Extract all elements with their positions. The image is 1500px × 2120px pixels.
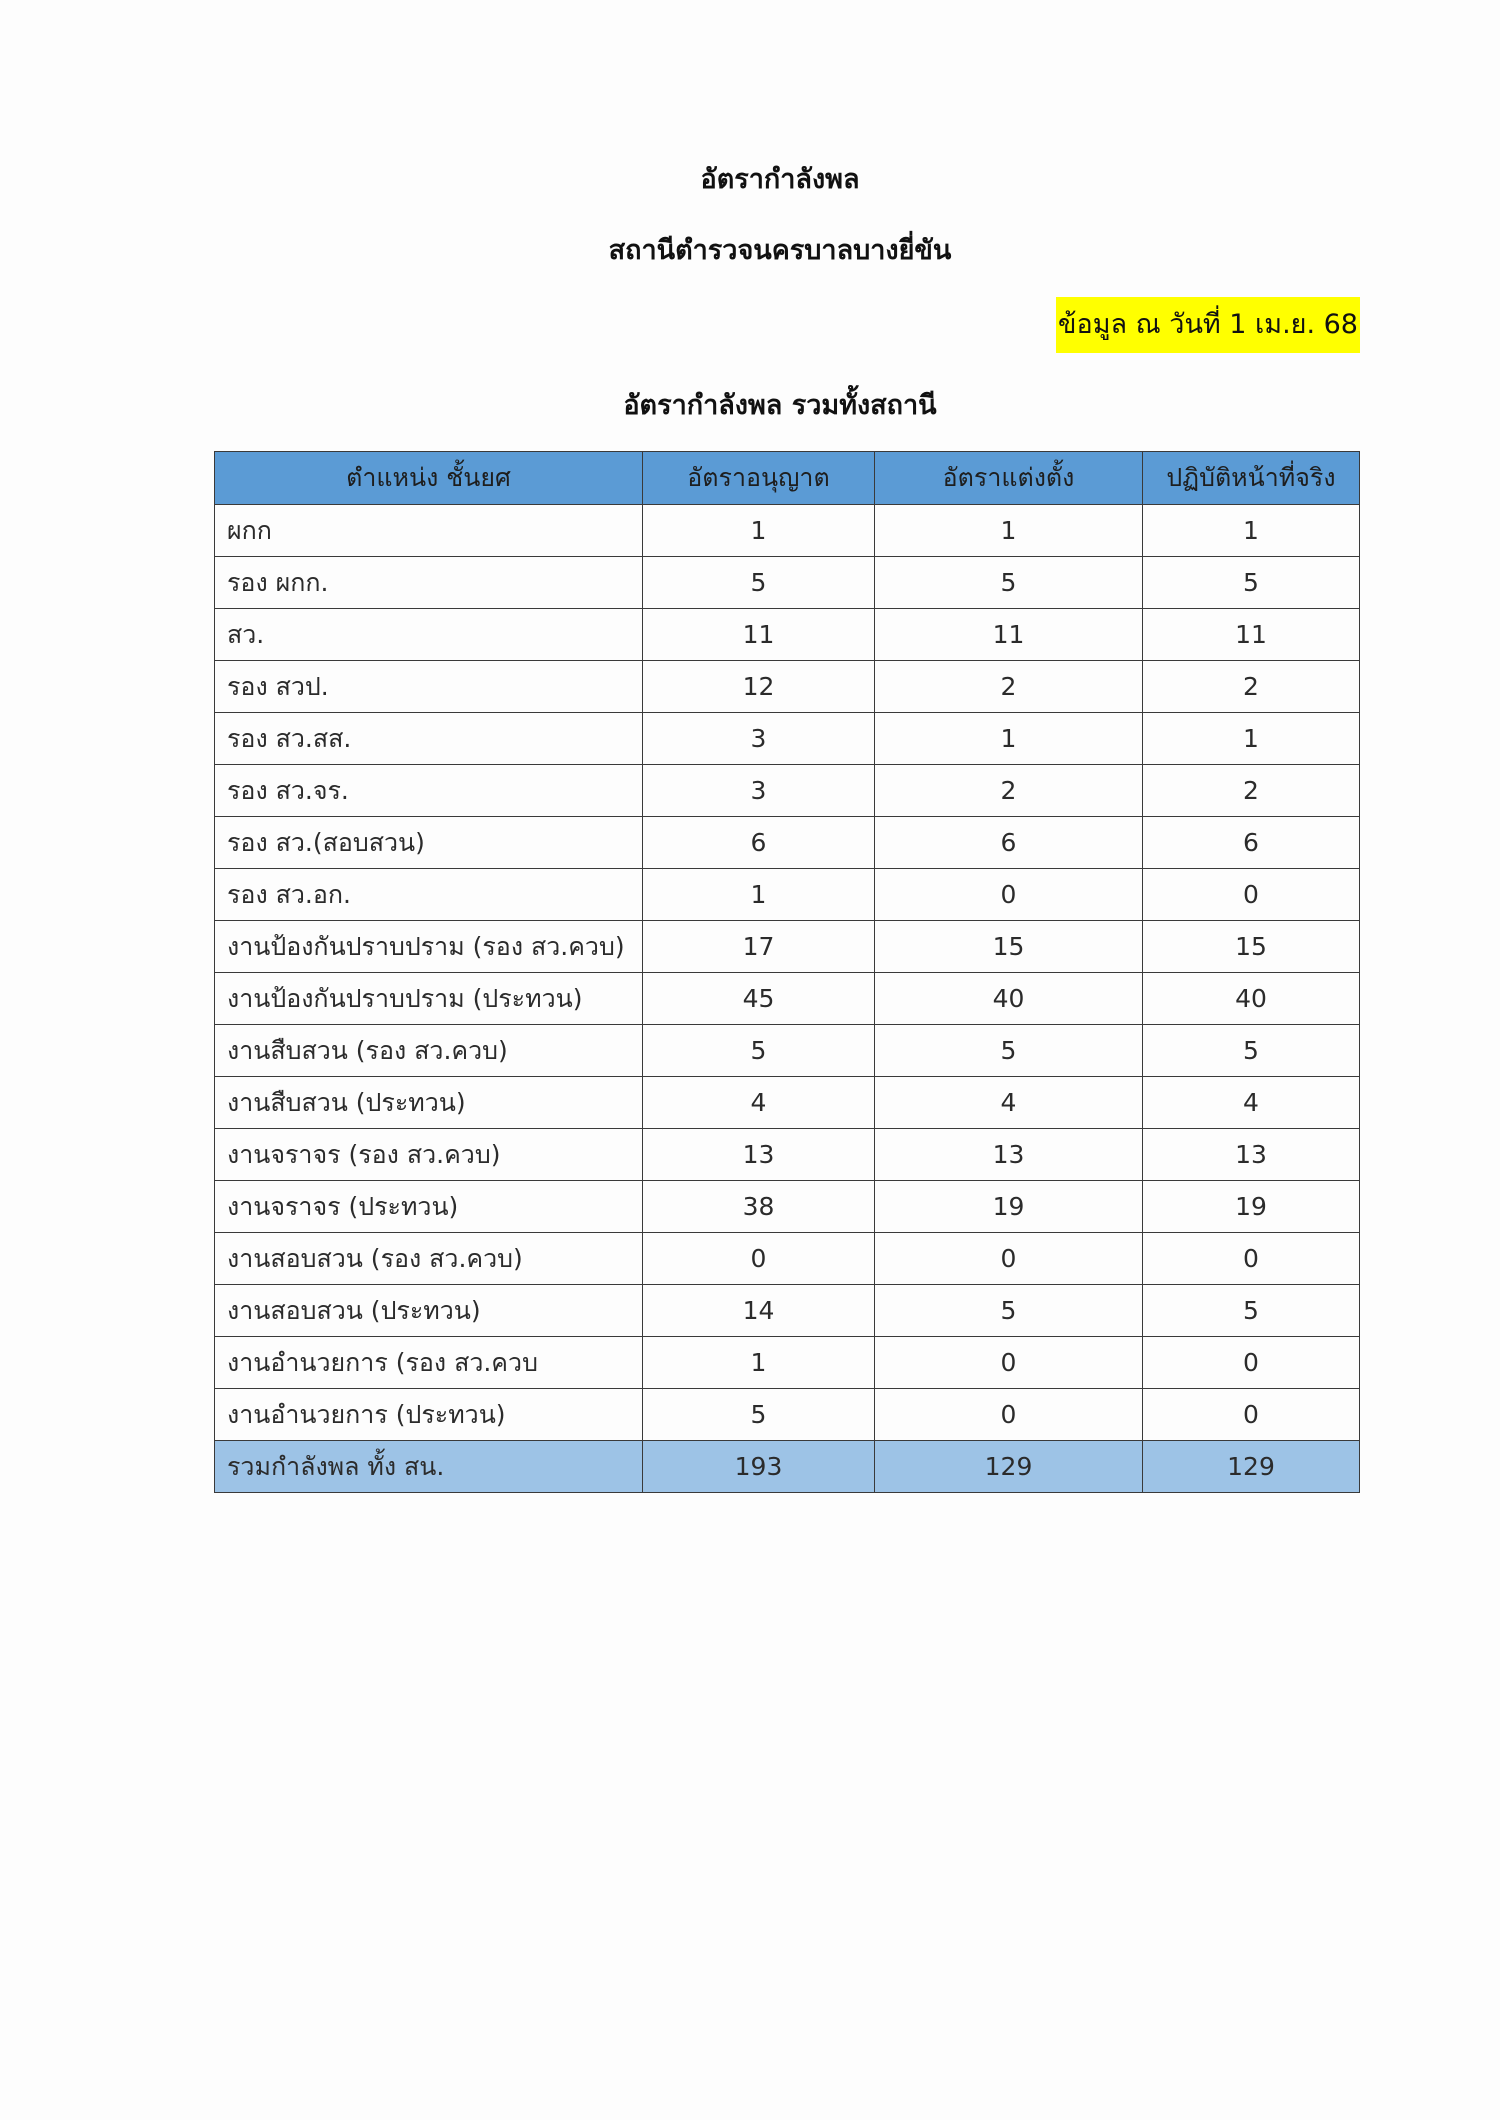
table-row	[215, 713, 1360, 765]
position-cell: สว.	[215, 609, 643, 661]
position-cell: รอง ผกก.	[215, 557, 643, 609]
actual-cell: 2	[1143, 765, 1360, 817]
column-header-actual: ปฏิบัติหน้าที่จริง	[1143, 452, 1360, 505]
position-cell: รอง สว.อก.	[215, 869, 643, 921]
authorized-cell: 12	[643, 661, 875, 713]
appointed-cell: 40	[875, 973, 1143, 1025]
table-row	[215, 973, 1360, 1025]
appointed-cell: 13	[875, 1129, 1143, 1181]
authorized-cell: 5	[643, 1389, 875, 1441]
column-header-appointed: อัตราแต่งตั้ง	[875, 452, 1143, 505]
appointed-cell: 4	[875, 1077, 1143, 1129]
position-cell: งานสืบสวน (ประทวน)	[215, 1077, 643, 1129]
authorized-cell: 5	[643, 1025, 875, 1077]
appointed-cell: 15	[875, 921, 1143, 973]
appointed-cell: 0	[875, 1337, 1143, 1389]
table-row	[215, 1077, 1360, 1129]
position-cell: รอง สว.สส.	[215, 713, 643, 765]
authorized-cell: 6	[643, 817, 875, 869]
table-row	[215, 869, 1360, 921]
table-header-row	[215, 452, 1360, 505]
appointed-cell: 1	[875, 713, 1143, 765]
actual-cell: 1	[1143, 505, 1360, 557]
actual-cell: 13	[1143, 1129, 1360, 1181]
actual-cell: 11	[1143, 609, 1360, 661]
authorized-cell: 4	[643, 1077, 875, 1129]
actual-cell: 0	[1143, 869, 1360, 921]
actual-cell: 0	[1143, 1337, 1360, 1389]
table-row	[215, 609, 1360, 661]
table-row	[215, 1129, 1360, 1181]
actual-cell: 0	[1143, 1233, 1360, 1285]
date-note-wrapper	[1056, 297, 1360, 353]
appointed-cell: 5	[875, 1285, 1143, 1337]
total-row	[215, 1441, 1360, 1493]
table-row	[215, 817, 1360, 869]
position-cell: รอง สว.จร.	[215, 765, 643, 817]
authorized-cell: 0	[643, 1233, 875, 1285]
position-cell: งานสืบสวน (รอง สว.ควบ)	[215, 1025, 643, 1077]
authorized-cell: 3	[643, 765, 875, 817]
position-cell: งานจราจร (ประทวน)	[215, 1181, 643, 1233]
authorized-cell: 13	[643, 1129, 875, 1181]
document-title: อัตรากำลังพล	[700, 164, 860, 195]
actual-cell: 5	[1143, 1285, 1360, 1337]
position-cell: งานป้องกันปราบปราม (รอง สว.ควบ)	[215, 921, 643, 973]
position-cell: งานจราจร (รอง สว.ควบ)	[215, 1129, 643, 1181]
table-row	[215, 1181, 1360, 1233]
authorized-cell: 11	[643, 609, 875, 661]
total-label: รวมกำลังพล ทั้ง สน.	[215, 1441, 643, 1493]
position-cell: งานอำนวยการ (ประทวน)	[215, 1389, 643, 1441]
position-cell: งานสอบสวน (ประทวน)	[215, 1285, 643, 1337]
appointed-cell: 5	[875, 1025, 1143, 1077]
actual-cell: 6	[1143, 817, 1360, 869]
authorized-cell: 17	[643, 921, 875, 973]
manpower-table	[214, 451, 1360, 1493]
actual-cell: 0	[1143, 1389, 1360, 1441]
appointed-cell: 19	[875, 1181, 1143, 1233]
appointed-cell: 2	[875, 661, 1143, 713]
position-cell: งานสอบสวน (รอง สว.ควบ)	[215, 1233, 643, 1285]
table-row	[215, 1025, 1360, 1077]
column-header-position: ตำแหน่ง ชั้นยศ	[215, 452, 643, 505]
authorized-cell: 14	[643, 1285, 875, 1337]
appointed-cell: 11	[875, 609, 1143, 661]
station-name: สถานีตำรวจนครบาลบางยี่ขัน	[608, 235, 952, 266]
authorized-cell: 1	[643, 869, 875, 921]
authorized-cell: 1	[643, 505, 875, 557]
authorized-cell: 45	[643, 973, 875, 1025]
authorized-cell: 5	[643, 557, 875, 609]
table-title: อัตรากำลังพล รวมทั้งสถานี	[623, 390, 937, 421]
position-cell: รอง สวป.	[215, 661, 643, 713]
appointed-cell: 1	[875, 505, 1143, 557]
position-cell: รอง สว.(สอบสวน)	[215, 817, 643, 869]
position-cell: งานป้องกันปราบปราม (ประทวน)	[215, 973, 643, 1025]
table-row	[215, 921, 1360, 973]
authorized-cell: 3	[643, 713, 875, 765]
total-actual: 129	[1143, 1441, 1360, 1493]
appointed-cell: 0	[875, 1389, 1143, 1441]
authorized-cell: 1	[643, 1337, 875, 1389]
column-header-authorized: อัตราอนุญาต	[643, 452, 875, 505]
table-row	[215, 557, 1360, 609]
table-row	[215, 1389, 1360, 1441]
actual-cell: 1	[1143, 713, 1360, 765]
total-appointed: 129	[875, 1441, 1143, 1493]
total-authorized: 193	[643, 1441, 875, 1493]
appointed-cell: 2	[875, 765, 1143, 817]
authorized-cell: 38	[643, 1181, 875, 1233]
table-row	[215, 1285, 1360, 1337]
actual-cell: 2	[1143, 661, 1360, 713]
position-cell: งานอำนวยการ (รอง สว.ควบ	[215, 1337, 643, 1389]
actual-cell: 4	[1143, 1077, 1360, 1129]
appointed-cell: 6	[875, 817, 1143, 869]
table-row	[215, 1337, 1360, 1389]
actual-cell: 5	[1143, 557, 1360, 609]
table-body	[215, 505, 1360, 1441]
table-row	[215, 661, 1360, 713]
actual-cell: 19	[1143, 1181, 1360, 1233]
table-row	[215, 1233, 1360, 1285]
position-cell: ผกก	[215, 505, 643, 557]
appointed-cell: 0	[875, 869, 1143, 921]
date-note: ข้อมูล ณ วันที่ 1 เม.ย. 68	[1056, 297, 1360, 353]
appointed-cell: 5	[875, 557, 1143, 609]
actual-cell: 15	[1143, 921, 1360, 973]
actual-cell: 40	[1143, 973, 1360, 1025]
actual-cell: 5	[1143, 1025, 1360, 1077]
table-row	[215, 765, 1360, 817]
appointed-cell: 0	[875, 1233, 1143, 1285]
table-row	[215, 505, 1360, 557]
